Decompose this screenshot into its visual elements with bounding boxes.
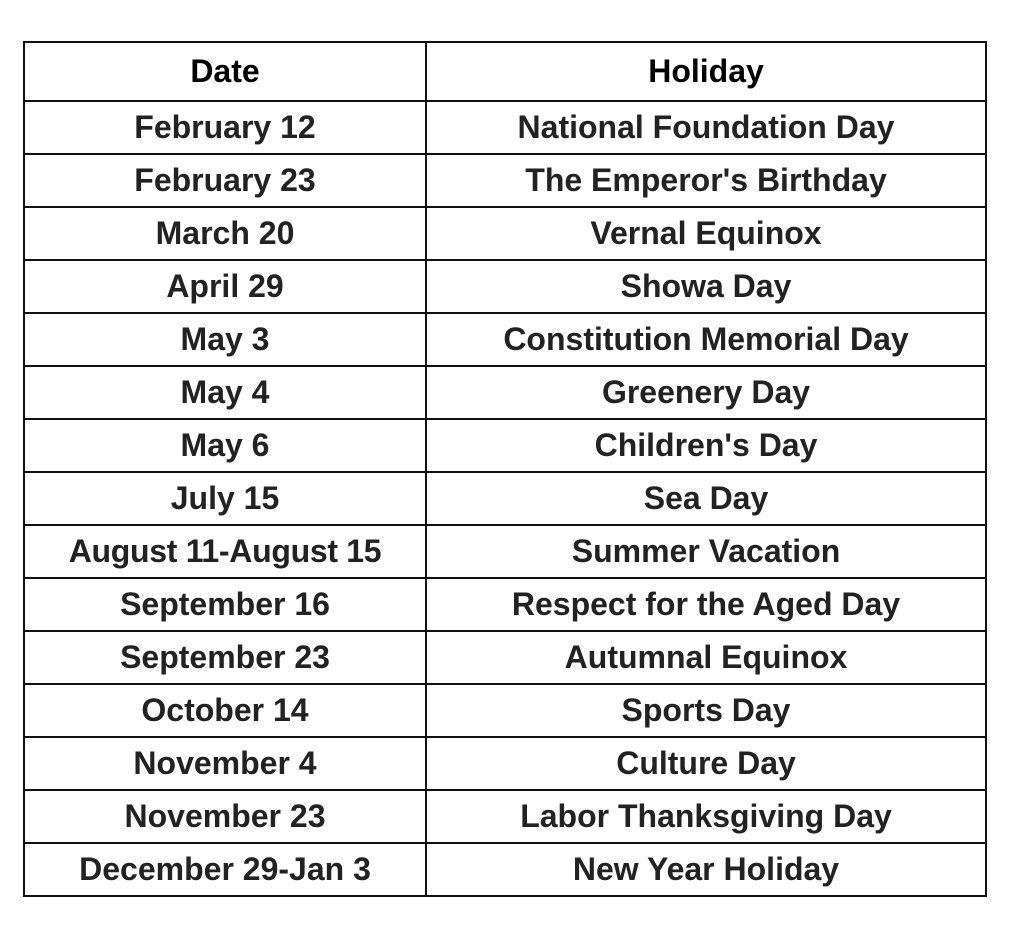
holiday-cell: Labor Thanksgiving Day [426,790,986,843]
holiday-cell: New Year Holiday [426,843,986,896]
holiday-cell: Culture Day [426,737,986,790]
date-cell: April 29 [24,260,426,313]
date-cell: December 29-Jan 3 [24,843,426,896]
date-cell: May 4 [24,366,426,419]
holiday-cell: Summer Vacation [426,525,986,578]
date-cell: September 23 [24,631,426,684]
table-row [24,843,986,896]
table-row [24,790,986,843]
holiday-column-header: Holiday [426,42,986,101]
table-row [24,260,986,313]
holiday-cell: The Emperor's Birthday [426,154,986,207]
holiday-cell: Greenery Day [426,366,986,419]
holiday-cell: Constitution Memorial Day [426,313,986,366]
header-row [24,42,986,101]
date-cell: March 20 [24,207,426,260]
table-row [24,525,986,578]
date-cell: November 4 [24,737,426,790]
table-row [24,472,986,525]
holiday-table [23,41,987,897]
date-cell: August 11-August 15 [24,525,426,578]
date-cell: November 23 [24,790,426,843]
table-row [24,631,986,684]
date-column-header: Date [24,42,426,101]
holiday-cell: National Foundation Day [426,101,986,154]
table-row [24,419,986,472]
date-cell: February 12 [24,101,426,154]
holiday-cell: Sports Day [426,684,986,737]
date-cell: October 14 [24,684,426,737]
table-row [24,313,986,366]
holiday-cell: Respect for the Aged Day [426,578,986,631]
holiday-cell: Showa Day [426,260,986,313]
table-row [24,366,986,419]
date-cell: September 16 [24,578,426,631]
table-row [24,737,986,790]
table-row [24,684,986,737]
date-cell: May 6 [24,419,426,472]
holiday-cell: Sea Day [426,472,986,525]
table-row [24,101,986,154]
table-row [24,207,986,260]
table-row [24,578,986,631]
holiday-cell: Children's Day [426,419,986,472]
holiday-cell: Vernal Equinox [426,207,986,260]
date-cell: July 15 [24,472,426,525]
table-row [24,154,986,207]
date-cell: May 3 [24,313,426,366]
holiday-cell: Autumnal Equinox [426,631,986,684]
date-cell: February 23 [24,154,426,207]
